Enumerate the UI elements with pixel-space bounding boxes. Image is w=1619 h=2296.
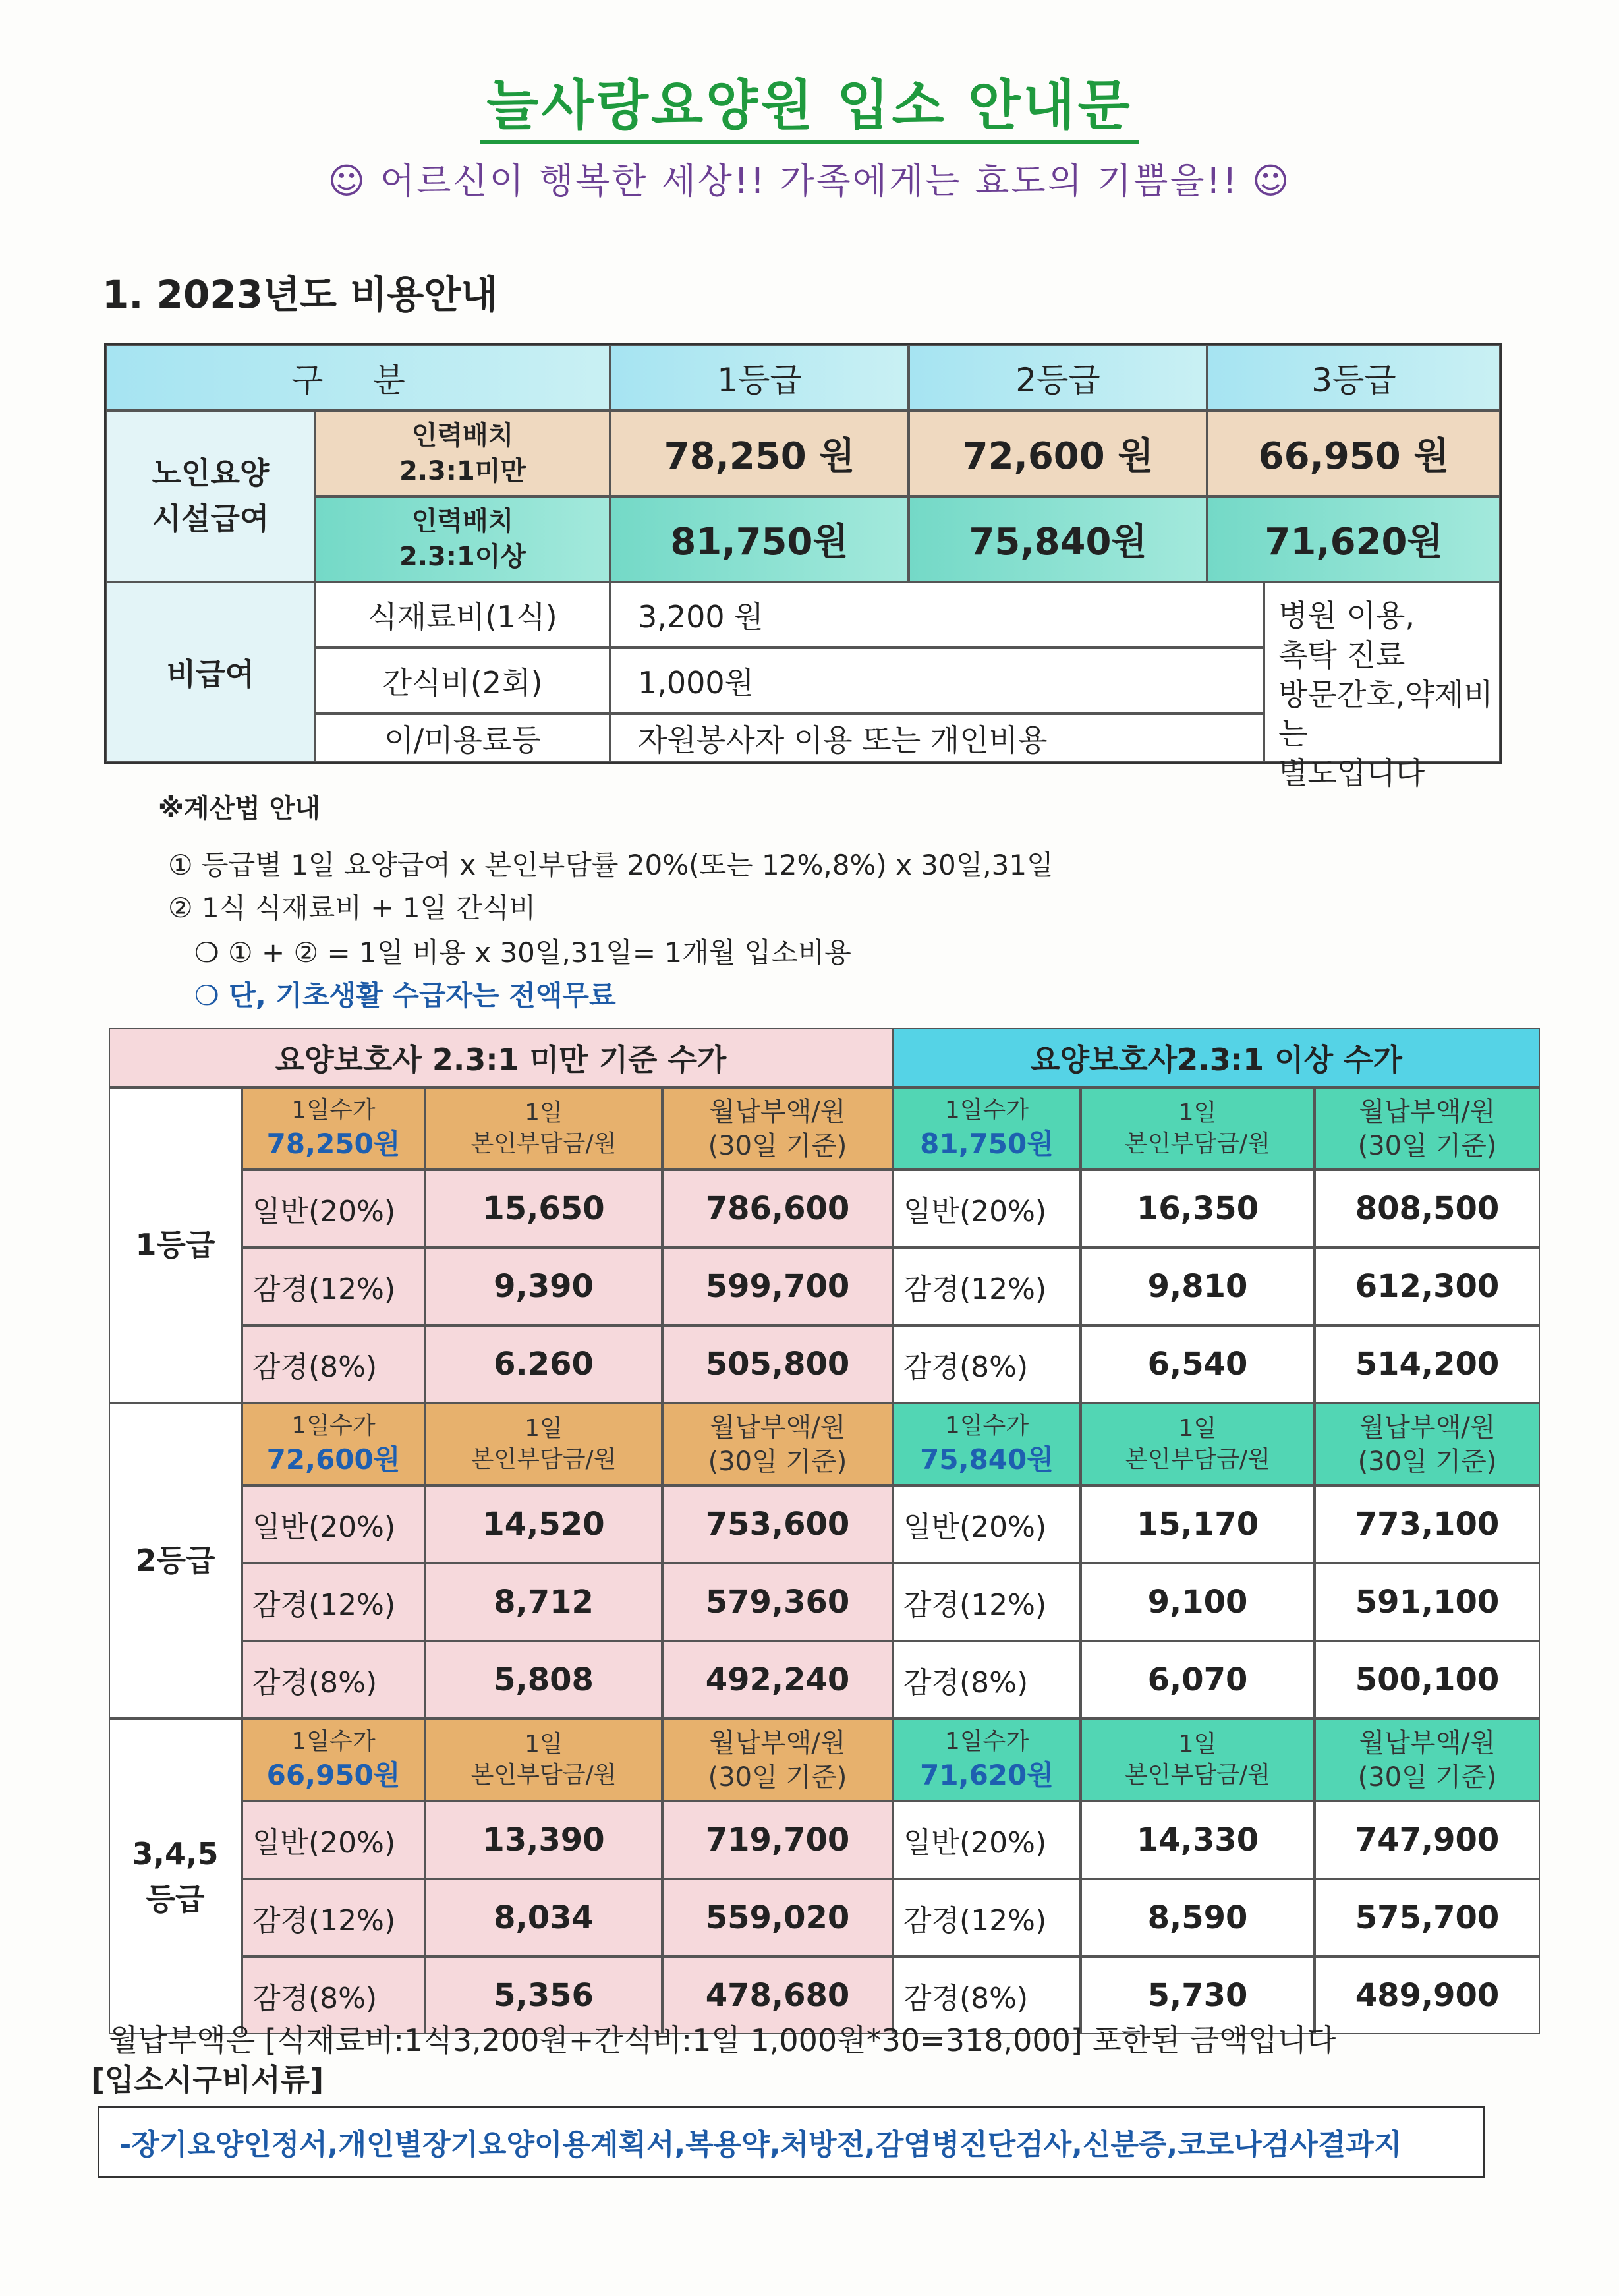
self-pay-value: 5,808 [425,1641,662,1719]
self-pay-value: 15,170 [1081,1485,1315,1563]
grade-label: 1등급 [109,1087,242,1403]
self-pay-value: 8,712 [425,1563,662,1641]
burden-type-label: 일반(20%) [893,1170,1081,1248]
required-docs-heading: [입소시구비서류] [91,2062,324,2098]
self-pay-value: 16,350 [1081,1170,1315,1248]
burden-type-label: 일반(20%) [893,1485,1081,1563]
meal-label: 식재료비(1식) [315,582,610,648]
burden-type-label: 감경(8%) [242,1641,425,1719]
self-pay-value: 5,356 [425,1957,662,2034]
monthly-header: 월납부액/원 (30일 기준) [662,1087,893,1170]
daily-fee-label: 1일수가 [291,1096,376,1124]
monthly-value: 773,100 [1315,1485,1540,1563]
self-pay-value: 9,100 [1081,1563,1315,1641]
burden-type-label: 일반(20%) [242,1801,425,1879]
staffing-low-label: 인력배치 2.3:1미만 [315,411,610,496]
monthly-header: 월납부액/원 (30일 기준) [1315,1403,1540,1485]
nonpay-label: 비급여 [106,582,315,762]
daily-fee-amount: 72,600원 [266,1443,401,1476]
monthly-value: 808,500 [1315,1170,1540,1248]
burden-type-label: 일반(20%) [242,1485,425,1563]
monthly-value: 575,700 [1315,1879,1540,1957]
calc-line-4: ❍ 단, 기초생활 수급자는 전액무료 [194,979,616,1012]
self-pay-value: 8,590 [1081,1879,1315,1957]
self-pay-value: 15,650 [425,1170,662,1248]
daily-fee-header [893,1719,1081,1801]
daily-fee-header [242,1719,425,1801]
required-docs-list: -장기요양인정서,개인별장기요양이용계획서,복용약,처방전,감염병진단검사,신분증,코로나검사결과지 [98,2106,1485,2178]
monthly-value: 612,300 [1315,1248,1540,1325]
monthly-value: 753,600 [662,1485,893,1563]
burden-type-label: 일반(20%) [242,1170,425,1248]
monthly-fee-footnote: 월납부액은 [식재료비:1식3,200원+간식비:1일 1,000원*30=318,000] 포한된 금액입니다 [109,2023,1336,2058]
burden-type-label: 감경(8%) [893,1325,1081,1403]
monthly-header: 월납부액/원 (30일 기준) [1315,1087,1540,1170]
daily-fee-label: 1일수가 [944,1096,1029,1124]
barber-label: 이/미용료등 [315,714,610,762]
daily-fee-label: 1일수가 [944,1727,1029,1755]
self-pay-value: 6,540 [1081,1325,1315,1403]
monthly-value: 786,600 [662,1170,893,1248]
cost-table [104,343,1502,791]
daily-fee-amount: 81,750원 [920,1127,1054,1160]
staffing-low-g3: 66,950 원 [1207,411,1500,496]
monthly-value: 505,800 [662,1325,893,1403]
grade-label: 2등급 [109,1403,242,1719]
burden-type-label: 감경(12%) [893,1563,1081,1641]
daily-fee-header [242,1403,425,1485]
right-group-header: 요양보호사2.3:1 이상 수가 [893,1028,1540,1087]
monthly-header: 월납부액/원 (30일 기준) [662,1719,893,1801]
burden-type-label: 감경(12%) [242,1563,425,1641]
self-pay-header: 1일 본인부담금/원 [1081,1719,1315,1801]
monthly-value: 747,900 [1315,1801,1540,1879]
burden-type-label: 감경(8%) [893,1957,1081,2034]
left-group-header: 요양보호사 2.3:1 미만 기준 수가 [109,1028,893,1087]
monthly-value: 591,100 [1315,1563,1540,1641]
self-pay-value: 8,034 [425,1879,662,1957]
self-pay-value: 9,390 [425,1248,662,1325]
self-pay-value: 13,390 [425,1801,662,1879]
staffing-low-g2: 72,600 원 [909,411,1207,496]
burden-type-label: 감경(12%) [893,1248,1081,1325]
monthly-value: 599,700 [662,1248,893,1325]
daily-fee-label: 1일수가 [291,1727,376,1755]
grade-label: 3,4,5 등급 [109,1719,242,2034]
monthly-header: 월납부액/원 (30일 기준) [662,1403,893,1485]
meal-value: 3,200 원 [610,582,1264,648]
daily-fee-amount: 75,840원 [920,1443,1054,1476]
daily-fee-header [242,1087,425,1170]
facility-label: 노인요양 시설급여 [106,411,315,582]
monthly-value: 579,360 [662,1563,893,1641]
burden-type-label: 감경(8%) [893,1641,1081,1719]
calc-line-1: ① 등급별 1일 요양급여 x 본인부담률 20%(또는 12%,8%) x 30일,31일 [168,849,1054,881]
self-pay-header: 1일 본인부담금/원 [425,1087,662,1170]
self-pay-value: 9,810 [1081,1248,1315,1325]
daily-fee-amount: 78,250원 [266,1127,401,1160]
daily-fee-label: 1일수가 [291,1412,376,1439]
calc-guide-heading: ※계산법 안내 [158,793,321,824]
self-pay-header: 1일 본인부담금/원 [1081,1403,1315,1485]
monthly-value: 559,020 [662,1879,893,1957]
daily-fee-header [893,1087,1081,1170]
staffing-high-label: 인력배치 2.3:1이상 [315,496,610,582]
snack-label: 간식비(2회) [315,648,610,714]
header-category: 구 분 [106,345,610,411]
self-pay-value: 14,520 [425,1485,662,1563]
burden-type-label: 감경(8%) [242,1325,425,1403]
self-pay-header: 1일 본인부담금/원 [1081,1087,1315,1170]
daily-fee-amount: 71,620원 [920,1758,1054,1791]
self-pay-value: 14,330 [1081,1801,1315,1879]
monthly-fee-table [109,1028,1540,2013]
self-pay-value: 5,730 [1081,1957,1315,2034]
staffing-high-g2: 75,840원 [909,496,1207,582]
subtitle: ☺ 어르신이 행복한 세상!! 가족에게는 효도의 기쁨을!! ☺ [327,160,1292,202]
barber-value: 자원봉사자 이용 또는 개인비용 [610,714,1264,762]
self-pay-value: 6,070 [1081,1641,1315,1719]
monthly-value: 492,240 [662,1641,893,1719]
burden-type-label: 감경(12%) [893,1879,1081,1957]
header-grade3: 3등급 [1207,345,1500,411]
page-title: 늘사랑요양원 입소 안내문 [0,63,1619,140]
burden-type-label: 일반(20%) [893,1801,1081,1879]
burden-type-label: 감경(12%) [242,1879,425,1957]
staffing-high-g1: 81,750원 [610,496,909,582]
header-grade1: 1등급 [610,345,909,411]
header-grade2: 2등급 [909,345,1207,411]
separate-cost-note: 병원 이용, 촉탁 진료 방문간호,약제비는 별도입니다 [1264,582,1500,762]
snack-value: 1,000원 [610,648,1264,714]
self-pay-value: 6.260 [425,1325,662,1403]
monthly-value: 478,680 [662,1957,893,2034]
monthly-value: 514,200 [1315,1325,1540,1403]
burden-type-label: 감경(8%) [242,1957,425,2034]
daily-fee-amount: 66,950원 [266,1758,401,1791]
self-pay-header: 1일 본인부담금/원 [425,1403,662,1485]
burden-type-label: 감경(12%) [242,1248,425,1325]
monthly-value: 489,900 [1315,1957,1540,2034]
calc-line-2: ② 1식 식재료비 + 1일 간식비 [168,892,536,924]
self-pay-header: 1일 본인부담금/원 [425,1719,662,1801]
daily-fee-label: 1일수가 [944,1412,1029,1439]
staffing-low-g1: 78,250 원 [610,411,909,496]
section-heading: 1. 2023년도 비용안내 [102,272,498,317]
monthly-value: 719,700 [662,1801,893,1879]
monthly-header: 월납부액/원 (30일 기준) [1315,1719,1540,1801]
staffing-high-g3: 71,620원 [1207,496,1500,582]
calc-line-3: ❍ ① + ② = 1일 비용 x 30일,31일= 1개월 입소비용 [194,936,851,969]
monthly-value: 500,100 [1315,1641,1540,1719]
daily-fee-header [893,1403,1081,1485]
